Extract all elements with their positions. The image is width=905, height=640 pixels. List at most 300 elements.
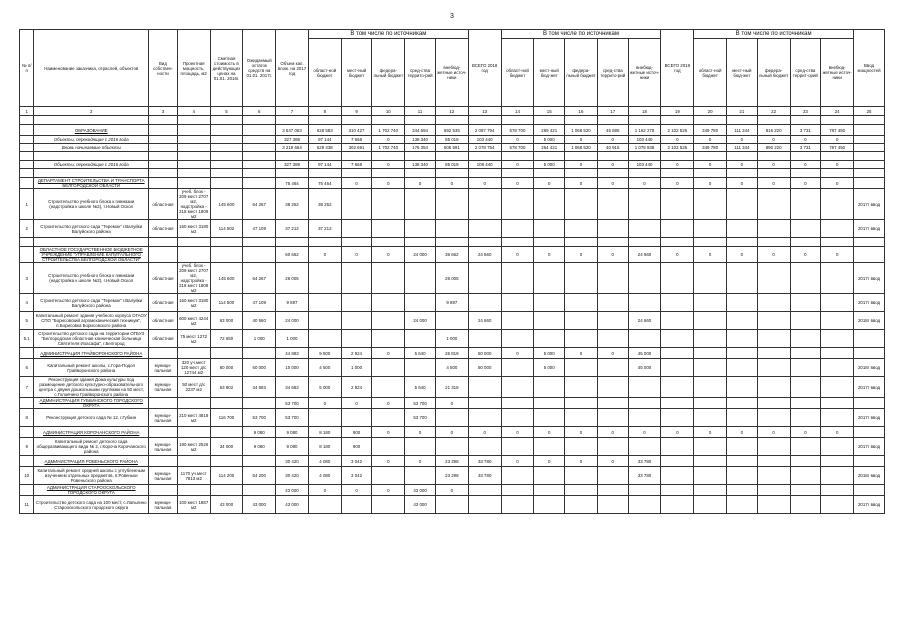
table-cell <box>435 238 468 247</box>
table-cell: 24 000 <box>405 312 436 330</box>
table-cell: 4 500 <box>308 359 341 377</box>
table-cell <box>790 294 821 312</box>
table-cell <box>20 116 34 125</box>
table-cell: 816 220 <box>757 125 790 136</box>
table-cell <box>341 169 372 178</box>
table-row <box>20 359 885 377</box>
table-cell: 0 <box>727 178 758 189</box>
table-cell <box>534 330 565 348</box>
section-row <box>20 136 885 144</box>
table-cell: 43 000 <box>405 485 436 496</box>
table-cell: 578 700 <box>501 125 534 136</box>
col-total2019-header: ВСЕГО 2019 год <box>661 30 694 107</box>
table-cell <box>468 169 501 178</box>
table-cell: 0 <box>501 136 534 144</box>
table-cell: 0 <box>597 427 628 438</box>
col-total2018-header: ВСЕГО 2018 год <box>468 30 501 107</box>
column-index: 23 <box>790 107 821 116</box>
table-cell <box>727 348 758 359</box>
table-cell <box>210 161 243 169</box>
table-cell <box>468 438 501 456</box>
table-cell <box>565 359 598 377</box>
table-cell <box>628 496 661 514</box>
table-cell <box>243 247 276 263</box>
table-cell <box>694 116 727 125</box>
src-2018-header: сред-ства террито-рий <box>597 39 628 107</box>
row-name-cell <box>34 238 149 247</box>
table-cell: 8 180 <box>308 427 341 438</box>
table-cell <box>661 116 694 125</box>
table-cell <box>149 348 178 359</box>
table-row <box>20 496 885 514</box>
table-cell: 9 500 <box>308 348 341 359</box>
table-cell: 0 <box>501 247 534 263</box>
table-cell <box>565 189 598 220</box>
table-cell: 0 <box>501 178 534 189</box>
table-cell <box>757 359 790 377</box>
table-cell <box>661 485 694 496</box>
table-cell <box>565 169 598 178</box>
table-cell: 64 200 <box>243 467 276 485</box>
table-cell <box>177 144 210 152</box>
table-cell: 2 924 <box>341 348 372 359</box>
table-row <box>20 438 885 456</box>
section-row <box>20 125 885 136</box>
table-cell <box>501 438 534 456</box>
table-cell <box>565 485 598 496</box>
src-2017-header: федера-льный бюджет <box>372 39 405 107</box>
table-cell <box>790 496 821 514</box>
src-2017-header: мест-ный бюджет <box>341 39 372 107</box>
table-cell <box>308 238 341 247</box>
table-cell <box>243 348 276 359</box>
table-cell <box>308 330 341 348</box>
row-name-cell: ОБЛАСТНОЕ ГОСУДАРСТВЕННОЕ БЮДЖЕТНОЕ УЧРЕЖДЕНИЕ "УПРАВЛЕНИЕ КАПИТАЛЬНОГО СТРОИТЕЛЬСТВА БЕЛГОРОДСКОЙ ОБЛАСТИ" <box>34 247 149 263</box>
column-index-row <box>20 107 885 116</box>
table-cell <box>854 247 885 263</box>
table-cell: 0 <box>694 136 727 144</box>
table-cell: 2018г ввод <box>854 467 885 485</box>
column-index: 17 <box>597 107 628 116</box>
table-cell: областная <box>149 294 178 312</box>
table-cell: 9 080 <box>276 427 309 438</box>
table-cell: 0 <box>501 456 534 467</box>
table-cell <box>821 438 854 456</box>
table-cell <box>565 467 598 485</box>
table-cell: 3 042 <box>341 456 372 467</box>
table-cell <box>790 377 821 398</box>
table-cell <box>854 456 885 467</box>
table-cell <box>372 312 405 330</box>
table-cell <box>210 178 243 189</box>
col-cost-header: Сметная стоимость в действующих ценах на 01.01. 2016г. <box>210 30 243 107</box>
table-cell: 1 068 520 <box>565 144 598 152</box>
table-cell <box>243 136 276 144</box>
table-cell <box>341 409 372 427</box>
table-cell: 160 мест 3180 м2 <box>177 220 210 238</box>
table-cell <box>727 294 758 312</box>
column-index: 1 <box>20 107 34 116</box>
section-row <box>20 161 885 169</box>
table-cell <box>341 330 372 348</box>
table-cell <box>597 377 628 398</box>
table-cell <box>149 116 178 125</box>
row-name-cell <box>34 116 149 125</box>
table-cell <box>308 263 341 294</box>
table-cell <box>501 294 534 312</box>
table-cell <box>727 238 758 247</box>
table-cell <box>628 152 661 161</box>
table-cell <box>210 247 243 263</box>
table-cell <box>405 359 436 377</box>
table-cell <box>308 496 341 514</box>
column-index: 12 <box>435 107 468 116</box>
table-cell <box>597 238 628 247</box>
row-name-cell: ОБРАЗОВАНИЕ <box>34 125 149 136</box>
table-row <box>20 409 885 427</box>
row-name-cell: Реконструкция здания Дома культуры под размещение детского культурно-образовательного центра с двумя дошкольными группами на 50 мест, с.Головчино Грайворонского района <box>34 377 149 398</box>
table-cell <box>534 485 565 496</box>
table-cell: 0 <box>308 398 341 409</box>
table-cell: 1 <box>20 189 34 220</box>
table-cell <box>694 152 727 161</box>
table-cell <box>628 398 661 409</box>
table-cell <box>210 152 243 161</box>
table-cell <box>694 438 727 456</box>
table-cell <box>757 438 790 456</box>
table-cell <box>210 427 243 438</box>
table-cell <box>501 189 534 220</box>
table-cell: 100 мест 1887 м2 <box>177 496 210 514</box>
table-cell: 103 440 <box>628 136 661 144</box>
table-cell: 60 000 <box>210 359 243 377</box>
table-cell <box>821 263 854 294</box>
table-cell: 64 267 <box>243 263 276 294</box>
table-cell <box>757 294 790 312</box>
table-cell: учеб. блок - 209 мест 2707 м2, надстройка - 218 мест 1809 м2 <box>179 189 209 219</box>
table-cell: областная <box>149 312 178 330</box>
table-cell <box>243 125 276 136</box>
table-cell <box>468 294 501 312</box>
table-cell: 787 450 <box>821 125 854 136</box>
table-cell <box>757 238 790 247</box>
table-cell <box>435 438 468 456</box>
table-cell <box>534 116 565 125</box>
table-cell <box>694 238 727 247</box>
table-cell: 5 640 <box>405 377 436 398</box>
column-index: 21 <box>727 107 758 116</box>
table-cell: 43 000 <box>210 496 243 514</box>
table-cell: 3 731 <box>790 125 821 136</box>
table-cell: 24 660 <box>628 247 661 263</box>
table-cell: 33 780 <box>468 456 501 467</box>
column-index: 15 <box>534 107 565 116</box>
column-index: 16 <box>565 107 598 116</box>
table-cell <box>308 152 341 161</box>
table-cell <box>628 116 661 125</box>
table-cell <box>243 485 276 496</box>
table-cell: 0 <box>565 247 598 263</box>
table-cell <box>694 496 727 514</box>
table-cell <box>790 485 821 496</box>
table-cell <box>435 496 468 514</box>
table-cell: 0 <box>501 161 534 169</box>
table-cell: 114 502 <box>210 220 243 238</box>
table-cell: 0 <box>790 178 821 189</box>
table-cell: муници-пальная <box>149 438 178 456</box>
table-cell: 0 <box>790 136 821 144</box>
table-cell <box>243 456 276 467</box>
table-cell <box>177 169 210 178</box>
table-cell <box>468 263 501 294</box>
table-cell <box>341 152 372 161</box>
table-cell <box>597 496 628 514</box>
table-cell <box>372 116 405 125</box>
table-cell <box>565 116 598 125</box>
table-cell <box>210 144 243 152</box>
table-cell: 0 <box>565 456 598 467</box>
table-cell <box>372 409 405 427</box>
table-cell: 2017г ввод <box>854 377 885 398</box>
table-cell <box>661 496 694 514</box>
table-cell <box>534 398 565 409</box>
table-cell <box>308 294 341 312</box>
row-name-cell: ДЕПАРТАМЕНТ СТРОИТЕЛЬСТВА И ТРАНСПОРТА БЕЛГОРОДСКОЙ ОБЛАСТИ <box>34 178 149 189</box>
table-cell <box>565 398 598 409</box>
table-cell <box>20 136 34 144</box>
table-row <box>20 467 885 485</box>
table-cell: 38 252 <box>276 189 309 220</box>
table-cell <box>435 312 468 330</box>
table-cell <box>628 377 661 398</box>
table-cell: 0 <box>341 247 372 263</box>
table-cell <box>243 178 276 189</box>
table-cell <box>341 116 372 125</box>
table-cell: 5 <box>20 312 34 330</box>
sources-2018-group-header: В том числе по источникам <box>501 30 661 39</box>
table-cell <box>534 263 565 294</box>
table-cell <box>661 398 694 409</box>
table-cell <box>243 169 276 178</box>
table-cell: 5 000 <box>534 348 565 359</box>
table-cell: 45 000 <box>628 359 661 377</box>
table-row <box>20 312 885 330</box>
table-cell <box>341 238 372 247</box>
table-cell <box>694 294 727 312</box>
table-cell <box>468 238 501 247</box>
table-cell <box>821 359 854 377</box>
table-cell <box>435 189 468 220</box>
table-cell <box>597 409 628 427</box>
table-cell <box>276 238 309 247</box>
table-cell <box>435 116 468 125</box>
src-2018-header: внебюд-жетные источ-ники <box>628 39 661 107</box>
table-cell: 43 000 <box>276 485 309 496</box>
table-cell <box>790 398 821 409</box>
table-cell <box>501 238 534 247</box>
table-cell: 0 <box>597 348 628 359</box>
table-cell <box>727 398 758 409</box>
table-cell: 0 <box>372 136 405 144</box>
table-cell <box>405 152 436 161</box>
table-cell <box>565 438 598 456</box>
table-cell: 1170 уч.мест 7813 м2 <box>177 467 210 485</box>
table-cell <box>628 189 661 220</box>
column-index: 19 <box>661 107 694 116</box>
table-cell <box>308 169 341 178</box>
table-cell: 10 000 <box>276 359 309 377</box>
table-cell: 0 <box>308 247 341 263</box>
table-cell <box>821 169 854 178</box>
table-cell <box>597 169 628 178</box>
table-cell <box>694 312 727 330</box>
table-cell: 1 702 740 <box>372 144 405 152</box>
table-cell: 26 005 <box>435 263 468 294</box>
table-cell <box>534 438 565 456</box>
table-cell: 176 354 <box>405 144 436 152</box>
table-cell <box>276 152 309 161</box>
table-cell <box>149 144 178 152</box>
table-cell: 0 <box>372 398 405 409</box>
table-cell <box>372 220 405 238</box>
column-index: 3 <box>149 107 178 116</box>
table-cell: 0 <box>694 427 727 438</box>
row-name-cell: Строительство учебного блока к гимназии (надстройка к школе №2), г.Новый Оскол <box>34 263 149 294</box>
table-cell: 0 <box>821 178 854 189</box>
table-cell: 40 915 <box>597 144 628 152</box>
table-cell: 5 000 <box>534 161 565 169</box>
table-cell <box>534 189 565 220</box>
table-cell: 108 440 <box>468 161 501 169</box>
table-cell <box>149 152 178 161</box>
table-cell <box>727 485 758 496</box>
table-cell: 2 087 794 <box>468 125 501 136</box>
table-cell <box>149 456 178 467</box>
table-cell <box>821 220 854 238</box>
column-index: 8 <box>308 107 341 116</box>
table-cell <box>628 220 661 238</box>
table-cell <box>243 152 276 161</box>
table-cell <box>727 312 758 330</box>
table-cell <box>372 294 405 312</box>
table-cell <box>534 152 565 161</box>
table-cell: 160 мест 3180 м2 <box>177 294 210 312</box>
table-cell <box>790 312 821 330</box>
table-cell: 0 <box>341 178 372 189</box>
table-cell <box>661 359 694 377</box>
table-cell <box>341 312 372 330</box>
row-name-cell: Строительство детского сада на 100 мест, с.Лапыгино Старооскольского городского округа <box>34 496 149 514</box>
table-cell: 0 <box>341 398 372 409</box>
table-cell: 0 <box>597 247 628 263</box>
column-index: 7 <box>276 107 309 116</box>
section-row <box>20 427 885 438</box>
table-cell <box>661 409 694 427</box>
table-cell: 0 <box>372 456 405 467</box>
table-cell <box>177 456 210 467</box>
table-cell <box>468 116 501 125</box>
table-cell <box>661 330 694 348</box>
table-cell <box>694 456 727 467</box>
table-cell <box>661 467 694 485</box>
table-cell: 7 668 <box>341 136 372 144</box>
table-cell: 2017г ввод <box>854 189 885 220</box>
table-cell: 2017г ввод <box>854 409 885 427</box>
table-cell: 2017г ввод <box>854 294 885 312</box>
col-num-header: № п/п <box>20 30 34 107</box>
table-cell: 0 <box>435 398 468 409</box>
table-cell: 0 <box>757 427 790 438</box>
table-cell: 11 <box>20 496 34 514</box>
table-cell <box>501 220 534 238</box>
table-cell: 0 <box>372 161 405 169</box>
table-cell <box>727 189 758 220</box>
table-cell <box>468 398 501 409</box>
table-cell <box>790 152 821 161</box>
table-cell <box>372 377 405 398</box>
table-cell <box>20 247 34 263</box>
table-cell <box>694 330 727 348</box>
table-cell <box>727 496 758 514</box>
table-cell: 0 <box>727 136 758 144</box>
table-body <box>20 116 885 514</box>
table-cell <box>727 330 758 348</box>
spacer-row <box>20 169 885 178</box>
table-cell <box>405 169 436 178</box>
table-cell <box>790 189 821 220</box>
table-cell: областная <box>149 330 178 348</box>
table-cell: 3 219 664 <box>276 144 309 152</box>
table-cell <box>276 116 309 125</box>
table-cell <box>501 169 534 178</box>
table-cell: 53 700 <box>243 409 276 427</box>
table-row <box>20 220 885 238</box>
table-cell: 103 440 <box>468 136 501 144</box>
table-cell: 0 <box>597 456 628 467</box>
table-cell: 24 660 <box>468 247 501 263</box>
table-cell: 1 162 278 <box>628 125 661 136</box>
table-cell <box>210 136 243 144</box>
table-cell <box>727 456 758 467</box>
table-cell: 0 <box>790 247 821 263</box>
table-cell <box>501 398 534 409</box>
table-cell: 53 700 <box>405 409 436 427</box>
table-cell: 0 <box>597 161 628 169</box>
sources-2019-group-header: В том числе по источникам <box>694 30 854 39</box>
table-cell <box>341 189 372 220</box>
table-cell <box>308 312 341 330</box>
table-cell <box>757 409 790 427</box>
table-cell <box>565 220 598 238</box>
table-cell <box>468 409 501 427</box>
table-cell: 2 102 525 <box>661 125 694 136</box>
table-cell <box>210 116 243 125</box>
table-cell: 30 420 <box>276 456 309 467</box>
table-cell: 33 780 <box>628 456 661 467</box>
table-cell: 264 421 <box>534 144 565 152</box>
table-cell <box>341 496 372 514</box>
src-2019-header: федера-льный бюджет <box>757 39 790 107</box>
src-2019-header: мест-ный бюд-жет <box>727 39 758 107</box>
table-cell: 269 421 <box>534 125 565 136</box>
table-cell: 9 897 <box>435 294 468 312</box>
table-cell <box>20 485 34 496</box>
table-cell <box>854 152 885 161</box>
row-name-cell: Капитальный ремонт школы, с.Гора-Подол Грайворонского района <box>34 359 149 377</box>
table-cell: 0 <box>435 485 468 496</box>
table-cell <box>694 409 727 427</box>
table-cell <box>534 496 565 514</box>
